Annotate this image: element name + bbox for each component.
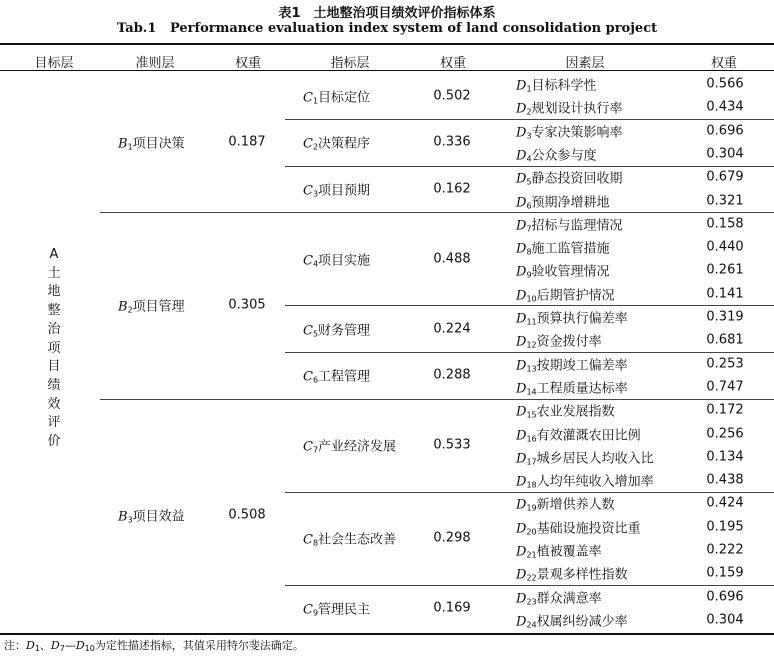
factor-weight: 0.679 xyxy=(706,169,744,185)
factor-subscript: 1 xyxy=(526,84,532,94)
factor-code: D xyxy=(516,171,527,187)
indicator-divider xyxy=(285,119,774,120)
factor-subscript: 24 xyxy=(526,620,537,630)
header-criterion: 准则层 xyxy=(135,56,175,71)
factor-weight: 0.304 xyxy=(706,612,744,628)
factor-weight: 0.747 xyxy=(706,379,744,395)
factor-subscript: 21 xyxy=(526,550,537,560)
factor-name: 基础设施投资比重 xyxy=(536,521,641,537)
factor-code: D xyxy=(516,311,527,327)
factor-name: 景观多样性指数 xyxy=(536,567,628,583)
indicator-name: 决策程序 xyxy=(318,136,371,152)
indicator-code: C xyxy=(303,369,313,385)
header-criterion-weight: 权重 xyxy=(234,56,261,71)
factor-name: 权属纠纷减少率 xyxy=(536,614,628,630)
indicator-name: 社会生态改善 xyxy=(318,532,397,548)
factor-weight: 0.304 xyxy=(706,146,744,162)
factor-subscript: 5 xyxy=(526,177,532,187)
factor-subscript: 10 xyxy=(526,294,537,304)
factor-row-label xyxy=(516,494,615,513)
indicator-label xyxy=(303,249,370,268)
header-indicator-weight: 权重 xyxy=(439,56,466,71)
criterion-name: 项目效益 xyxy=(132,509,185,525)
indicator-subscript: 1 xyxy=(312,96,319,106)
indicator-code: C xyxy=(303,136,313,152)
factor-name: 规划设计执行率 xyxy=(531,101,623,117)
indicator-subscript: 7 xyxy=(312,445,319,455)
criterion-name: 项目管理 xyxy=(132,299,185,315)
header-factor-weight: 权重 xyxy=(710,56,737,71)
indicator-name: 目标定位 xyxy=(318,90,371,106)
factor-row-label xyxy=(516,168,623,187)
table-bottom-rule xyxy=(0,633,774,635)
factor-subscript: 19 xyxy=(526,503,537,513)
factor-weight: 0.172 xyxy=(706,402,744,418)
caption-label: Tab.1 xyxy=(116,21,157,36)
factor-name: 农业发展指数 xyxy=(536,404,615,420)
factor-name: 施工监管措施 xyxy=(531,241,610,257)
factor-code: D xyxy=(516,567,527,583)
factor-code: D xyxy=(516,241,527,257)
indicator-weight: 0.488 xyxy=(433,251,471,267)
factor-row-label xyxy=(516,214,623,233)
goal-layer-cell: A土地整治项目绩效评价 xyxy=(47,247,61,450)
factor-name: 预期净增耕地 xyxy=(531,195,610,210)
factor-row-label xyxy=(516,424,641,443)
factor-subscript: 11 xyxy=(526,317,537,327)
indicator-label xyxy=(303,86,370,105)
factor-name: 新增供养人数 xyxy=(536,497,615,513)
factor-code: D xyxy=(516,334,527,350)
indicator-name: 产业经济发展 xyxy=(318,439,397,455)
factor-code: D xyxy=(516,381,527,397)
criterion-weight: 0.508 xyxy=(228,507,266,523)
factor-code: D xyxy=(516,148,527,164)
factor-weight: 0.438 xyxy=(706,472,744,488)
criterion-subscript: 2 xyxy=(127,305,133,315)
factor-row-label xyxy=(516,75,597,94)
factor-name: 植被覆盖率 xyxy=(536,544,602,560)
criterion-divider xyxy=(100,399,285,400)
indicator-code: C xyxy=(303,253,313,269)
factor-row-label xyxy=(516,377,628,396)
indicator-code: C xyxy=(303,439,313,455)
table-caption-en xyxy=(0,21,774,36)
criterion-label xyxy=(118,133,185,152)
indicator-divider xyxy=(285,585,774,586)
factor-code: D xyxy=(516,591,527,607)
factor-weight: 0.321 xyxy=(706,193,744,208)
factor-subscript: 2 xyxy=(526,107,532,117)
factor-subscript: 23 xyxy=(526,597,537,607)
factor-weight: 0.253 xyxy=(706,356,744,372)
indicator-subscript: 5 xyxy=(312,329,319,339)
indicator-label xyxy=(303,179,370,198)
indicator-weight: 0.162 xyxy=(433,181,471,197)
factor-weight: 0.434 xyxy=(706,99,744,115)
factor-subscript: 20 xyxy=(526,527,537,537)
factor-name: 城乡居民人均收入比 xyxy=(536,451,654,467)
criterion-label xyxy=(118,506,185,525)
factor-weight: 0.261 xyxy=(706,262,744,278)
note-prefix: 注： xyxy=(4,639,26,652)
factor-name: 按期竣工偏差率 xyxy=(536,358,628,374)
indicator-weight: 0.288 xyxy=(433,367,471,383)
factor-subscript: 13 xyxy=(526,364,537,374)
note-sep: 、 xyxy=(39,639,51,652)
factor-weight: 0.319 xyxy=(706,309,744,325)
indicator-divider xyxy=(285,399,774,400)
factor-row-label xyxy=(516,191,610,210)
factor-code: D xyxy=(516,78,527,94)
indicator-code: C xyxy=(303,323,313,339)
factor-subscript: 7 xyxy=(526,224,532,234)
factor-name: 目标科学性 xyxy=(531,78,597,94)
indicator-name: 财务管理 xyxy=(318,323,371,339)
factor-subscript: 4 xyxy=(526,154,532,164)
criterion-subscript: 3 xyxy=(127,515,133,525)
factor-weight: 0.222 xyxy=(706,542,744,558)
factor-subscript: 14 xyxy=(526,387,537,397)
criterion-code: B xyxy=(118,136,128,152)
note-d7: D xyxy=(50,639,60,652)
factor-weight: 0.159 xyxy=(706,565,744,581)
factor-row-label xyxy=(516,121,623,140)
indicator-weight: 0.298 xyxy=(433,530,471,546)
indicator-code: C xyxy=(303,532,313,548)
factor-row-label xyxy=(516,517,641,536)
factor-name: 公众参与度 xyxy=(531,148,597,164)
header-factor: 因素层 xyxy=(565,56,605,71)
indicator-divider xyxy=(285,492,774,493)
factor-subscript: 18 xyxy=(526,480,537,490)
criterion-label xyxy=(118,296,185,315)
factor-code: D xyxy=(516,101,527,117)
factor-weight: 0.566 xyxy=(706,76,744,92)
factor-code: D xyxy=(516,125,527,141)
indicator-divider xyxy=(285,305,774,306)
factor-name: 验收管理情况 xyxy=(531,264,610,280)
note-d7-sub: 7 xyxy=(59,644,65,653)
indicator-label xyxy=(303,436,396,455)
factor-weight: 0.256 xyxy=(706,426,744,441)
note-d10: D xyxy=(75,639,85,652)
factor-weight: 0.195 xyxy=(706,519,744,535)
indicator-subscript: 3 xyxy=(312,189,319,199)
indicator-divider xyxy=(285,352,774,353)
factor-row-label xyxy=(516,447,654,466)
criterion-divider xyxy=(100,212,285,213)
factor-weight: 0.141 xyxy=(706,286,744,302)
factor-row-label xyxy=(516,308,628,327)
factor-name: 预算执行偏差率 xyxy=(536,311,628,327)
header-goal: 目标层 xyxy=(34,56,74,71)
factor-subscript: 6 xyxy=(526,201,532,210)
indicator-weight: 0.336 xyxy=(433,134,471,150)
indicator-name: 项目预期 xyxy=(318,183,371,199)
indicator-weight: 0.224 xyxy=(433,321,471,337)
factor-subscript: 12 xyxy=(526,340,537,350)
factor-code: D xyxy=(516,614,527,630)
indicator-name: 工程管理 xyxy=(318,369,371,385)
factor-code: D xyxy=(516,544,527,560)
factor-row-label xyxy=(516,238,610,257)
factor-weight: 0.158 xyxy=(706,216,744,232)
factor-subscript: 15 xyxy=(526,410,537,420)
factor-name: 群众满意率 xyxy=(536,591,602,607)
indicator-divider xyxy=(285,166,774,167)
table-note xyxy=(4,637,304,653)
factor-weight: 0.696 xyxy=(706,123,744,139)
indicator-subscript: 2 xyxy=(312,142,319,152)
factor-row-label xyxy=(516,471,654,490)
factor-code: D xyxy=(516,474,527,490)
factor-code: D xyxy=(516,497,527,513)
indicator-subscript: 6 xyxy=(312,375,319,385)
indicator-label xyxy=(303,366,370,385)
note-d1-sub: 1 xyxy=(34,644,40,653)
indicator-code: C xyxy=(303,90,313,106)
factor-name: 静态投资回收期 xyxy=(531,171,623,187)
factor-row-label xyxy=(516,144,597,163)
factor-code: D xyxy=(516,404,527,420)
factor-code: D xyxy=(516,428,527,443)
indicator-divider xyxy=(285,212,774,213)
factor-name: 专家决策影响率 xyxy=(531,125,623,141)
indicator-label xyxy=(303,133,370,152)
factor-row-label xyxy=(516,331,602,350)
criterion-code: B xyxy=(118,509,128,525)
header-indicator: 指标层 xyxy=(330,56,370,71)
factor-subscript: 8 xyxy=(526,247,532,257)
criterion-weight: 0.305 xyxy=(228,297,266,313)
factor-weight: 0.440 xyxy=(706,239,744,255)
note-d1: D xyxy=(26,639,35,652)
factor-weight: 0.134 xyxy=(706,449,744,465)
factor-row-label xyxy=(516,284,615,303)
note-text: 为定性描述指标，其值采用特尔斐法确定。 xyxy=(94,639,304,652)
factor-subscript: 3 xyxy=(526,131,532,141)
factor-name: 工程质量达标率 xyxy=(536,381,628,397)
note-d10-sub: 10 xyxy=(84,644,95,653)
factor-code: D xyxy=(516,358,527,374)
indicator-subscript: 8 xyxy=(312,538,319,548)
criterion-name: 项目决策 xyxy=(132,136,185,152)
factor-row-label xyxy=(516,261,610,280)
criterion-weight: 0.187 xyxy=(228,134,266,150)
indicator-name: 项目实施 xyxy=(318,253,371,269)
indicator-code: C xyxy=(303,183,313,199)
factor-name: 后期管护情况 xyxy=(536,288,615,304)
factor-code: D xyxy=(516,451,527,467)
factor-name: 有效灌溉农田比例 xyxy=(536,428,641,443)
criterion-subscript: 1 xyxy=(127,142,133,152)
indicator-label xyxy=(303,319,370,338)
indicator-name: 管理民主 xyxy=(318,602,371,618)
indicator-subscript: 9 xyxy=(312,608,319,618)
factor-subscript: 17 xyxy=(526,457,537,467)
factor-row-label xyxy=(516,401,615,420)
table-caption-cn: 表1 土地整治项目绩效评价指标体系 xyxy=(278,6,496,21)
factor-subscript: 22 xyxy=(526,573,537,583)
caption-title: Performance evaluation index system of land consolidation project xyxy=(169,21,658,36)
factor-name: 资金拨付率 xyxy=(536,334,602,350)
factor-weight: 0.424 xyxy=(706,495,744,511)
note-dash: — xyxy=(64,639,76,652)
factor-subscript: 16 xyxy=(526,434,537,443)
factor-row-label xyxy=(516,610,628,629)
factor-name: 人均年纯收入增加率 xyxy=(536,474,654,490)
factor-subscript: 9 xyxy=(526,270,532,280)
factor-weight: 0.681 xyxy=(706,332,744,348)
factor-row-label xyxy=(516,354,628,373)
factor-weight: 0.696 xyxy=(706,589,744,605)
factor-row-label xyxy=(516,564,628,583)
indicator-label xyxy=(303,599,370,618)
criterion-code: B xyxy=(118,299,128,315)
indicator-code: C xyxy=(303,602,313,618)
factor-name: 招标与监理情况 xyxy=(531,218,623,234)
factor-code: D xyxy=(516,521,527,537)
factor-code: D xyxy=(516,218,527,234)
factor-code: D xyxy=(516,288,527,304)
indicator-label xyxy=(303,529,396,548)
factor-code: D xyxy=(516,195,527,210)
indicator-subscript: 4 xyxy=(312,259,319,269)
indicator-weight: 0.169 xyxy=(433,600,471,616)
indicator-weight: 0.533 xyxy=(433,437,471,453)
factor-row-label xyxy=(516,541,602,560)
factor-row-label xyxy=(516,98,623,117)
table-top-rule xyxy=(0,43,774,45)
factor-code: D xyxy=(516,264,527,280)
indicator-weight: 0.502 xyxy=(433,88,471,104)
factor-row-label xyxy=(516,587,602,606)
